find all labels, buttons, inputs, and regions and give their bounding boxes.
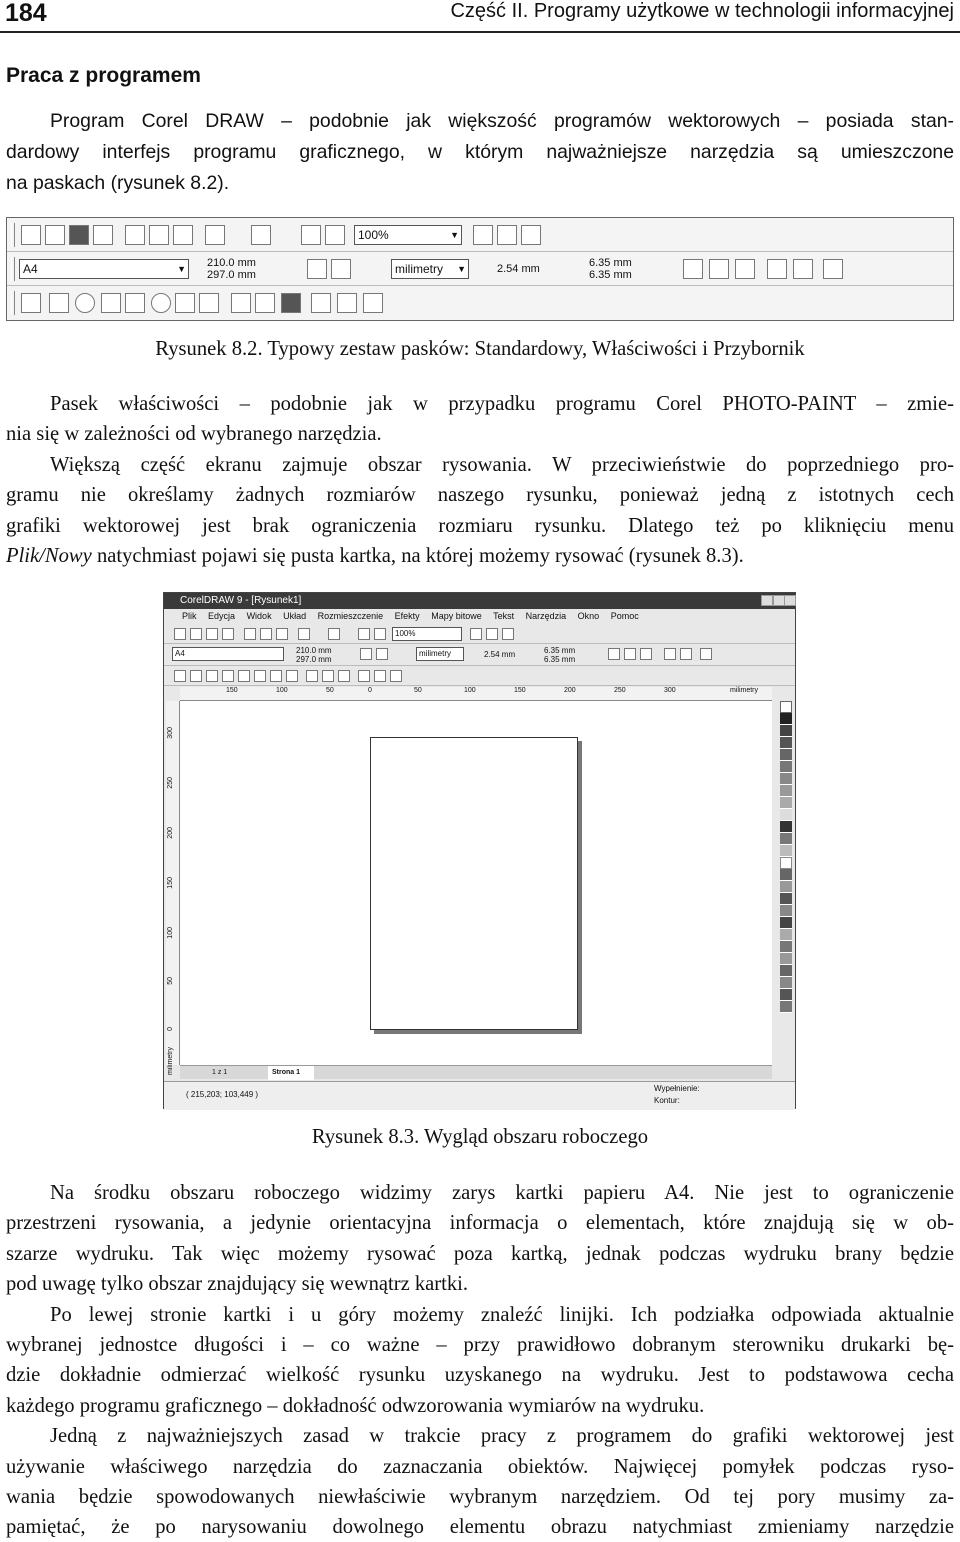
- text-line: Jedną z najważniejszych zasad w trakcie pracy z programem do grafiki wektorowej jest: [50, 1425, 954, 1448]
- pick-tool-icon: [174, 670, 186, 682]
- rectangle-tool-icon: [125, 293, 145, 313]
- text-line: na paskach (rysunek 8.2).: [6, 172, 230, 194]
- property-bar: [7, 252, 953, 286]
- text-line: pamiętać, że po narysowaniu dowolnego elementu obrazu natychmiast zmieniamy narzędzie: [6, 1516, 954, 1539]
- figure-8-2-caption: Rysunek 8.2. Typowy zestaw pasków: Standardowy, Właściwości i Przybornik: [155, 338, 805, 360]
- import-icon: [358, 628, 370, 640]
- body-paragraph-1: [6, 389, 954, 571]
- page-size-select: A4: [172, 647, 284, 661]
- menu-path: Plik/Nowy: [6, 545, 92, 568]
- outline-tool-icon: [311, 293, 331, 313]
- color-swatch: [780, 821, 792, 833]
- undo-icon: [205, 225, 225, 245]
- ruler-tick: 200: [167, 827, 174, 839]
- menu-edycja: Edycja: [208, 611, 236, 621]
- portrait-icon: [360, 648, 372, 660]
- new-icon: [21, 225, 41, 245]
- duplicate-y-field: 6.35 mm: [589, 269, 632, 281]
- ruler-tick: 100: [276, 687, 288, 694]
- text-line: Większą część ekranu zajmuje obszar rysowania. W przeciwieństwie do poprzedniego pro-: [50, 453, 954, 476]
- text-line: Na środku obszaru roboczego widzimy zarys kartki papieru A4. Nie jest to ograniczenie: [50, 1182, 954, 1204]
- export-icon: [325, 225, 345, 245]
- toolbox: [7, 286, 953, 320]
- text-line: dardowy interfejs programu graficznego, w którym najważniejsze narzędzia są umieszczone: [6, 141, 954, 163]
- ruler-left: [166, 701, 180, 1075]
- body-paragraph-2: [6, 1178, 954, 1542]
- color-swatch: [780, 845, 792, 857]
- ruler-top: [180, 687, 772, 701]
- page-tab: Strona 1: [268, 1066, 314, 1080]
- copy-icon: [260, 628, 272, 640]
- text-line: grafiki wektorowej jest brak ograniczenia rozmiaru rysunku. Dlatego też po kliknięciu menu: [6, 514, 954, 537]
- redo-icon: [251, 225, 271, 245]
- open-icon: [190, 628, 202, 640]
- wrap-icon: [793, 259, 813, 279]
- standard-toolbar: [7, 218, 953, 252]
- nudge-field: 2.54 mm: [484, 650, 516, 659]
- color-swatch: [780, 857, 792, 869]
- color-swatch: [780, 869, 792, 881]
- color-swatch: [780, 941, 792, 953]
- zoom-select: 100%: [392, 627, 462, 641]
- help-icon: [521, 225, 541, 245]
- ruler-tick: 50: [414, 687, 422, 694]
- outline-tool-icon: [358, 670, 370, 682]
- transparency-tool-icon: [338, 670, 350, 682]
- text-line: gramu nie określamy żadnych rozmiarów naszego rysunku, ponieważ jedną z istotnych cech: [6, 484, 954, 507]
- zoom-tool-icon: [206, 670, 218, 682]
- menu-tekst: Tekst: [493, 611, 515, 621]
- nudge-field: 2.54 mm: [497, 263, 540, 275]
- zoom-tool-icon: [75, 293, 95, 313]
- paste-icon: [276, 628, 288, 640]
- text-line: wybranej jednostce długości i – co ważne – przy prawidłowo dobranym sterowniku drukarki bę-: [6, 1334, 954, 1357]
- ruler-tick: 0: [167, 1027, 174, 1031]
- text-line: dzie dokładnie odmierzać wielkość rysunku uzyskanego na wydruku. Jest to podstawowa cecha: [6, 1364, 954, 1387]
- color-swatch: [780, 893, 792, 905]
- zoom-select: 100% ▼: [354, 225, 462, 245]
- color-swatch: [780, 761, 792, 773]
- ruler-tick: 150: [514, 687, 526, 694]
- page-width-field: 210.0 mm: [207, 257, 256, 269]
- text-line: pod uwagę tylko obszar znajdujący się wewnątrz kartki.: [6, 1273, 469, 1296]
- ruler-units: milimetry: [167, 1047, 174, 1075]
- objects-icon: [640, 648, 652, 660]
- toolbar-grip: [11, 257, 15, 281]
- app-launcher-icon: [473, 225, 493, 245]
- color-swatch: [780, 785, 792, 797]
- ruler-tick: 50: [167, 977, 174, 985]
- app-property-bar: [164, 644, 795, 666]
- eyedropper-tool-icon: [322, 670, 334, 682]
- menu-widok: Widok: [246, 611, 272, 621]
- wrap-icon: [680, 648, 692, 660]
- cut-icon: [125, 225, 145, 245]
- eyedropper-tool-icon: [255, 293, 275, 313]
- freehand-tool-icon: [222, 670, 234, 682]
- ellipse-tool-icon: [151, 293, 171, 313]
- menu-mapy-bitowe: Mapy bitowe: [431, 611, 482, 621]
- app-toolbox: [164, 666, 795, 686]
- page-size-select: A4 ▼: [19, 259, 189, 279]
- menu-narzedzia: Narzędzia: [525, 611, 567, 621]
- export-icon: [374, 628, 386, 640]
- color-swatch: [780, 737, 792, 749]
- ruler-tick: 250: [614, 687, 626, 694]
- color-swatch: [780, 965, 792, 977]
- horizontal-scrollbar: [180, 1065, 772, 1079]
- menu-okno: Okno: [577, 611, 600, 621]
- close-icon: [784, 595, 796, 606]
- select-options-icon: [664, 648, 676, 660]
- shape-tool-icon: [190, 670, 202, 682]
- color-swatch: [780, 929, 792, 941]
- import-icon: [301, 225, 321, 245]
- polygon-tool-icon: [270, 670, 282, 682]
- new-icon: [174, 628, 186, 640]
- text-line: przestrzeni rysowania, a jedynie orientacyjna informacja o elementach, które znajdują się w ob-: [6, 1212, 954, 1235]
- section-title: Praca z programem: [6, 64, 201, 87]
- color-swatch: [780, 773, 792, 785]
- interactive-tool-icon: [231, 293, 251, 313]
- fill-tool-icon: [337, 293, 357, 313]
- figure-toolbars: [6, 217, 954, 321]
- options-icon: [700, 648, 712, 660]
- undo-icon: [298, 628, 310, 640]
- color-swatch: [780, 917, 792, 929]
- ruler-tick: 200: [564, 687, 576, 694]
- window-titlebar: [164, 593, 795, 609]
- color-swatch: [780, 713, 792, 725]
- ruler-units: milimetry: [730, 687, 758, 694]
- pick-tool-icon: [21, 293, 41, 313]
- redo-icon: [328, 628, 340, 640]
- menu-pomoc: Pomoc: [610, 611, 639, 621]
- save-icon: [206, 628, 218, 640]
- color-palette: [780, 701, 792, 1081]
- menu-plik: Plik: [182, 611, 197, 621]
- print-icon: [222, 628, 234, 640]
- page-counter: 1 z 1: [212, 1069, 228, 1076]
- units-select: milimetry: [416, 647, 464, 661]
- outline-label: Kontur:: [654, 1096, 680, 1105]
- text-line: Po lewej stronie kartki i u góry możemy znaleźć linijki. Ich podziałka odpowiada aktualnie: [50, 1303, 954, 1326]
- grid-icon: [683, 259, 703, 279]
- text-line: [6, 541, 954, 571]
- ruler-tick: 0: [368, 687, 372, 694]
- color-swatch: [780, 797, 792, 809]
- guidelines-icon: [624, 648, 636, 660]
- ellipse-tool-icon: [254, 670, 266, 682]
- toolbar-grip: [11, 223, 15, 247]
- ruler-tick: 300: [664, 687, 676, 694]
- text-tool-icon: [286, 670, 298, 682]
- a4-page-outline: [370, 737, 578, 1030]
- rectangle-tool-icon: [238, 670, 250, 682]
- menu-uklad: Układ: [283, 611, 307, 621]
- ruler-tick: 150: [226, 687, 238, 694]
- color-swatch: [780, 1001, 792, 1013]
- intro-paragraph: [6, 106, 954, 199]
- interactive-fill-icon: [390, 670, 402, 682]
- text-line: używanie właściwego narzędzia do zaznaczania obiektów. Najwięcej pomyłek podczas ryso-: [6, 1455, 954, 1478]
- page-width-field: 210.0 mm: [296, 646, 332, 655]
- page-height-field: 297.0 mm: [207, 269, 256, 281]
- landscape-icon: [331, 259, 351, 279]
- options-icon: [823, 259, 843, 279]
- freehand-tool-icon: [101, 293, 121, 313]
- cut-icon: [244, 628, 256, 640]
- ruler-tick: 150: [167, 877, 174, 889]
- color-swatch: [780, 953, 792, 965]
- units-select: milimetry ▼: [391, 259, 469, 279]
- color-swatch: [780, 905, 792, 917]
- app-standard-toolbar: [164, 624, 795, 644]
- shape-tool-icon: [49, 293, 69, 313]
- print-icon: [93, 225, 113, 245]
- corel-online-icon: [497, 225, 517, 245]
- duplicate-y-field: 6.35 mm: [544, 655, 576, 664]
- color-swatch: [780, 881, 792, 893]
- transparency-tool-icon: [281, 293, 301, 313]
- text-line: Pasek właściwości – podobnie jak w przypadku programu Corel PHOTO-PAINT – zmie-: [50, 393, 954, 415]
- help-icon: [502, 628, 514, 640]
- running-head-title: Część II. Programy użytkowe w technologii informacyjnej: [450, 0, 954, 22]
- status-bar: [164, 1081, 795, 1110]
- color-swatch: [780, 989, 792, 1001]
- text-line: Program Corel DRAW – podobnie jak większość programów wektorowych – posiada stan-: [50, 110, 954, 132]
- figure-8-3-caption: Rysunek 8.3. Wygląd obszaru roboczego: [311, 1126, 649, 1148]
- running-head: [0, 0, 960, 33]
- duplicate-x-field: 6.35 mm: [544, 646, 576, 655]
- select-options-icon: [767, 259, 787, 279]
- interactive-fill-icon: [363, 293, 383, 313]
- portrait-icon: [307, 259, 327, 279]
- open-icon: [45, 225, 65, 245]
- color-swatch: [780, 749, 792, 761]
- text-line: każdego programu graficznego – dokładność odwzorowania wymiarów na wydruku.: [6, 1394, 705, 1417]
- interactive-tool-icon: [306, 670, 318, 682]
- paste-icon: [173, 225, 193, 245]
- text-line: nia się w zależności od wybranego narzędzia.: [6, 423, 382, 446]
- app-launcher-icon: [470, 628, 482, 640]
- corel-online-icon: [486, 628, 498, 640]
- ruler-tick: 100: [167, 927, 174, 939]
- page-number: 184: [5, 0, 47, 27]
- grid-icon: [608, 648, 620, 660]
- duplicate-x-field: 6.35 mm: [589, 257, 632, 269]
- fill-tool-icon: [374, 670, 386, 682]
- page-height-field: 297.0 mm: [296, 655, 332, 664]
- figure-corel-window: [163, 592, 796, 1109]
- objects-icon: [735, 259, 755, 279]
- color-swatch: [780, 833, 792, 845]
- fill-label: Wypełnienie:: [654, 1084, 700, 1093]
- save-icon: [69, 225, 89, 245]
- ruler-tick: 250: [167, 777, 174, 789]
- guidelines-icon: [709, 259, 729, 279]
- color-swatch: [780, 725, 792, 737]
- polygon-tool-icon: [175, 293, 195, 313]
- ruler-tick: 100: [464, 687, 476, 694]
- cursor-coordinates: ( 215,203; 103,449 ): [186, 1090, 259, 1099]
- toolbar-grip: [11, 291, 15, 315]
- color-swatch: [780, 809, 792, 821]
- ruler-tick: 50: [326, 687, 334, 694]
- menu-rozmieszczenie: Rozmieszczenie: [317, 611, 384, 621]
- menu-efekty: Efekty: [394, 611, 420, 621]
- copy-icon: [149, 225, 169, 245]
- window-title: CorelDRAW 9 - [Rysunek1]: [180, 595, 302, 606]
- no-color-swatch: [780, 701, 792, 713]
- ruler-tick: 300: [167, 727, 174, 739]
- text-tool-icon: [199, 293, 219, 313]
- text-line: wania będzie spowodowanych niewłaściwie wybranym narzędziem. Od tej pory musimy za-: [6, 1486, 954, 1509]
- landscape-icon: [376, 648, 388, 660]
- text-line: szarze wydruku. Tak więc możemy rysować poza kartką, jednak podczas wydruku brany będzie: [6, 1242, 954, 1265]
- text-span: natychmiast pojawi się pusta kartka, na której możemy rysować (rysunek 8.3).: [91, 545, 744, 568]
- color-swatch: [780, 977, 792, 989]
- drawing-area: [180, 701, 772, 1065]
- minimize-icon: [761, 595, 773, 606]
- menu-bar: [164, 609, 795, 624]
